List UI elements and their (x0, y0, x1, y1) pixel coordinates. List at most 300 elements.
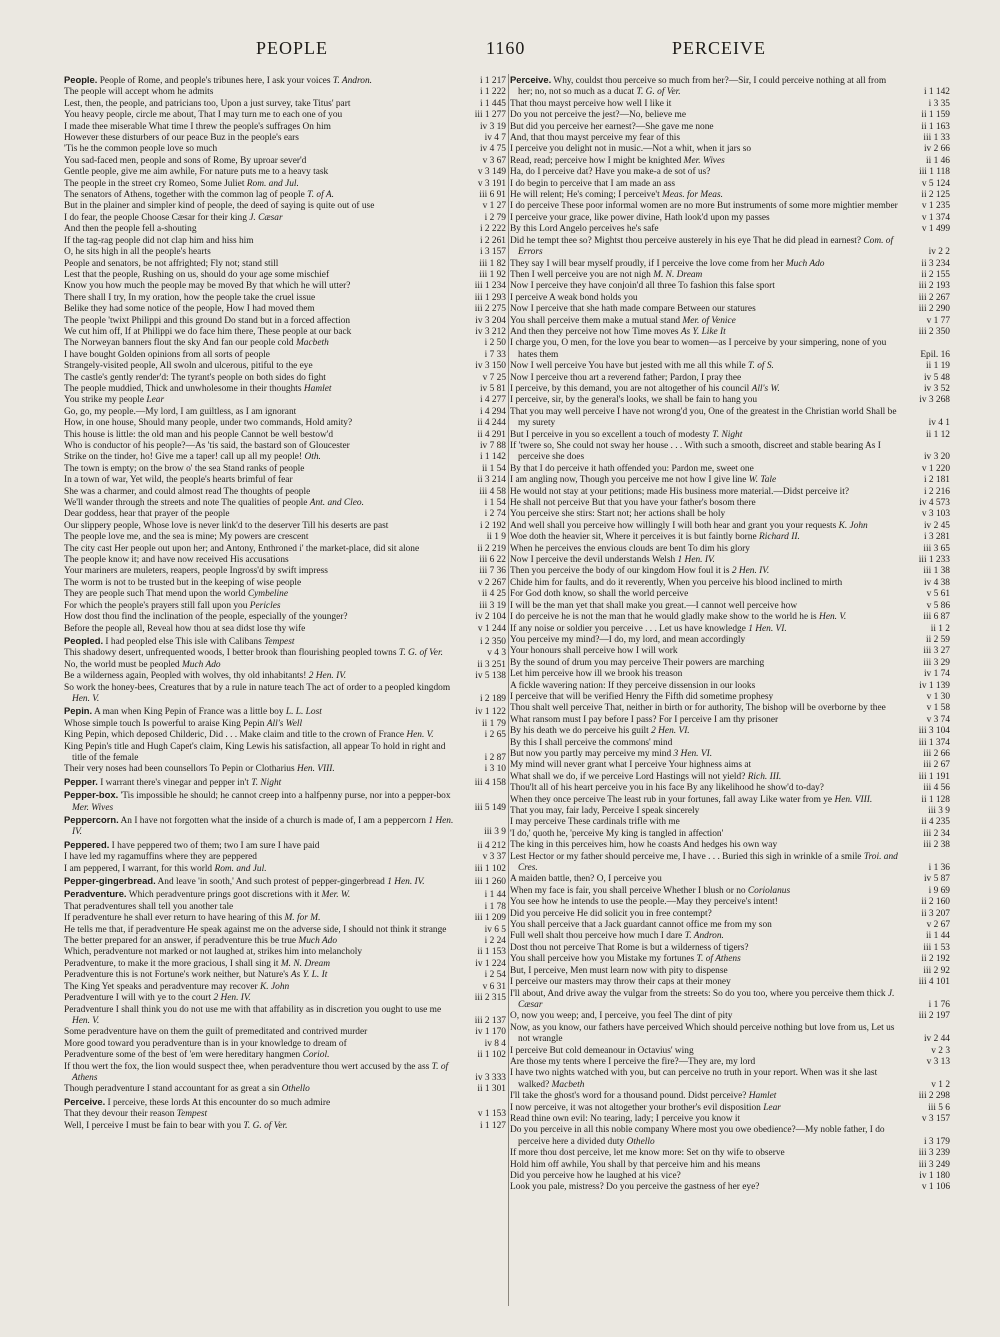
entry-play-title: T. Night (251, 777, 282, 788)
entry-reference: ii 1 44 (926, 931, 950, 942)
entry-quotation: I had peopled else This isle with Calibans (105, 636, 262, 647)
entry-reference: iv 3 19 (479, 121, 506, 132)
concordance-entry (510, 989, 950, 1012)
entry-reference: iii 2 66 (923, 748, 950, 759)
entry-play-title: T. of A. (307, 190, 334, 201)
entry-play-title: K. John (260, 981, 290, 992)
concordance-entry (510, 430, 950, 441)
concordance-entry (510, 122, 950, 133)
right-column (510, 74, 950, 1194)
entry-reference: iv 3 52 (923, 383, 950, 394)
entry-play-title: Tempest (176, 1109, 208, 1120)
entry-quotation: But did you perceive her earnest?—She gave me none (510, 121, 714, 132)
entry-quotation: Thou shalt well perceive That, neither in birth or for authority, The bishop will be overborne by thee (510, 703, 886, 714)
entry-reference: iv 4 1 (928, 418, 950, 429)
entry-reference: iv 1 224 (475, 958, 506, 969)
entry-quotation: Now I well perceive You have but jested with me all this while (510, 361, 746, 372)
entry-quotation: Are those my tents where I perceive the fire?—They are, my lord (510, 1056, 756, 1067)
entry-quotation: They say I will bear myself proudly, if I perceive the love come from her (510, 258, 784, 269)
concordance-entry (510, 144, 950, 155)
concordance-entry (64, 179, 506, 190)
entry-reference: iii 5 149 (474, 802, 506, 813)
entry-quotation: But now you partly may perceive my mind (510, 748, 672, 759)
concordance-entry (64, 122, 506, 133)
concordance-entry (64, 350, 506, 361)
concordance-entry (510, 190, 950, 201)
entry-quotation: O, now you weep; and, I perceive, you feel The dint of pity (510, 1011, 733, 1022)
entry-quotation: They are people such That mend upon the world (64, 589, 246, 600)
entry-reference: iv 2 2 (928, 247, 950, 258)
entry-quotation: The people muddied, Thick and unwholesome in their thoughts (64, 383, 302, 394)
entry-play-title: Othello (281, 1084, 310, 1095)
entry-play-title: L. L. Lost (285, 707, 322, 718)
entry-reference: v 1 2 (931, 1079, 950, 1090)
entry-quotation: Gentle people, give me aim awhile, For nature puts me to a heavy task (64, 167, 329, 178)
entry-quotation: I perceive, these lords At this encounter do so much admire (107, 1097, 331, 1108)
concordance-entry (64, 418, 506, 429)
entry-reference: v 2 267 (477, 577, 506, 588)
entry-headword: Pepper. (64, 775, 98, 787)
entry-quotation: Read thine own evil: No tearing, lady; I perceive you know it (510, 1113, 741, 1124)
entry-quotation: I charge you, O men, for the love you bear to women—as I perceive by your simpering, none of you hates them (510, 338, 887, 360)
entry-reference: iii 1 38 (923, 566, 950, 577)
entry-quotation: For God doth know, so shall the world perceive (510, 589, 689, 600)
concordance-entry (64, 498, 506, 509)
entry-quotation: This house is little: the old man and his people Cannot be well bestow'd (64, 429, 334, 440)
concordance-entry (64, 475, 506, 486)
concordance-entry (64, 110, 506, 121)
entry-reference: i 1 44 (484, 890, 506, 901)
entry-quotation: Why, couldst thou perceive so much from her?—Sir, I could perceive nothing at all from her; no, not so much as a ducat (518, 76, 887, 98)
concordance-entry (510, 304, 950, 315)
concordance-entry (510, 407, 950, 430)
entry-reference: ii 3 214 (477, 475, 506, 486)
entry-play-title: Much Ado (785, 258, 825, 269)
entry-quotation: 'Tis he the common people love so much (64, 144, 218, 155)
entry-play-title: T. of S. (747, 361, 774, 372)
entry-quotation: More good toward you peradventure than is in your knowledge to dream of (64, 1038, 347, 1049)
concordance-entry (510, 840, 950, 851)
entry-quotation: Peradventure, to make it the more gracious, I shall sing it (64, 958, 279, 969)
entry-reference: i 2 74 (484, 509, 506, 520)
entry-quotation: Woe doth the heavier sit, Where it perceives it is but faintly borne (510, 532, 757, 543)
entry-quotation: But, I perceive, Men must learn now with pity to dispense (510, 965, 728, 976)
entry-play-title: T. G. of Ver. (398, 648, 443, 659)
concordance-entry (510, 852, 950, 875)
entry-play-title: As Y. Like It (680, 326, 726, 337)
entry-quotation: Be a wilderness again, Peopled with wolves, thy old inhabitants! (64, 671, 307, 682)
entry-reference: iii 2 290 (918, 304, 950, 315)
entry-reference: iv 2 66 (923, 144, 950, 155)
entry-quotation: If more thou dost perceive, let me know more: Set on thy wife to observe (510, 1148, 785, 1159)
entry-reference: v 6 31 (482, 981, 506, 992)
entry-reference: ii 4 212 (477, 840, 506, 851)
entry-quotation: The Norweyan banners flout the sky And fan our people cold (64, 338, 294, 349)
concordance-entry (510, 635, 950, 646)
concordance-entry (64, 304, 506, 315)
entry-quotation: The king in this perceives him, how he coasts And hedges his own way (510, 840, 778, 851)
concordance-entry (510, 179, 950, 190)
concordance-entry (64, 776, 506, 789)
concordance-entry (64, 521, 506, 532)
entry-reference: v 4 3 (487, 648, 506, 659)
concordance-entry (510, 795, 950, 806)
concordance-entry (64, 509, 506, 520)
entry-reference: i 2 65 (484, 730, 506, 741)
concordance-entry (64, 1005, 506, 1028)
entry-quotation: The people 'twixt Philippi and this ground Do stand but in a forced affection (64, 315, 351, 326)
concordance-entry (64, 624, 506, 635)
entry-quotation: Then you perceive the body of our kingdom How foul it is (510, 566, 730, 577)
entry-play-title: 2 Hen. VI. (651, 726, 690, 737)
entry-reference: i 3 281 (923, 532, 950, 543)
entry-quotation: Well, I perceive I must be fain to bear with you (64, 1120, 242, 1131)
entry-quotation: I perceive our masters may throw their caps at their money (510, 977, 731, 988)
entry-quotation: Our slippery people, Whose love is never link'd to the deserver Till his deserts are past (64, 520, 389, 531)
concordance-entry (64, 224, 506, 235)
concordance-entry (64, 1096, 506, 1109)
entry-headword: Peppercorn. (64, 814, 119, 825)
entry-reference: iii 2 137 (474, 1015, 506, 1026)
entry-quotation: Did he tempt thee so? Mightst thou perceive austerely in his eye That he did plead in earnest? (510, 235, 862, 246)
entry-reference: ii 1 54 (482, 463, 506, 474)
entry-quotation: Whose simple touch Is powerful to araise King Pepin (64, 718, 265, 729)
concordance-entry (64, 213, 506, 224)
concordance-entry (510, 110, 950, 121)
entry-quotation: I perceive you delight not in music.—Not a whit, when it jars so (510, 144, 752, 155)
entry-reference: ii 4 235 (921, 817, 950, 828)
entry-quotation: Dear goddess, hear that prayer of the people (64, 509, 230, 520)
concordance-entry (510, 1125, 950, 1148)
entry-quotation: The people love me, and the sea is mine; My powers are crescent (64, 532, 309, 543)
entry-play-title: Mer. Wives (683, 155, 725, 166)
entry-quotation: Strike on the tinder, ho! Give me a taper! call up all my people! (64, 452, 303, 463)
entry-quotation: You perceive my mind?—I do, my lord, and mean accordingly (510, 634, 746, 645)
concordance-entry (64, 936, 506, 947)
entry-reference: ii 2 192 (921, 954, 950, 965)
entry-quotation: King Pepin's title and Hugh Capet's claim, King Lewis his satisfaction, all appear To hold in right and title of the female (64, 741, 446, 763)
concordance-entry (510, 1182, 950, 1193)
entry-reference: i 2 189 (479, 693, 506, 704)
entry-reference: iii 5 6 (928, 1102, 950, 1113)
concordance-entry (64, 1039, 506, 1050)
entry-reference: v 1 58 (926, 703, 950, 714)
concordance-entry (510, 293, 950, 304)
concordance-entry (510, 373, 950, 384)
entry-reference: v 1 235 (921, 201, 950, 212)
entry-quotation: Before the people all, Reveal how thou at sea didst lose thy wife (64, 623, 306, 634)
concordance-entry (510, 281, 950, 292)
entry-reference: v 3 13 (926, 1056, 950, 1067)
concordance-entry (510, 384, 950, 395)
entry-quotation: Read, read; perceive how I might be knighted (510, 155, 682, 166)
entry-reference: iii 7 36 (479, 566, 506, 577)
concordance-entry (64, 74, 506, 87)
entry-quotation: Now I perceive that she hath made compare Between our statures (510, 304, 756, 315)
entry-quotation: Peradventure I shall think you do not use me with that affability as in discretion you ought to use me (64, 1004, 442, 1015)
concordance-entry (510, 395, 950, 406)
entry-reference: i 1 222 (479, 87, 506, 98)
concordance-entry (64, 133, 506, 144)
entry-headword: Pepper-gingerbread. (64, 875, 156, 887)
entry-headword: Perceive. (64, 1095, 106, 1107)
entry-play-title: Troi. and Cres. (518, 851, 898, 874)
entry-play-title: M. for M. (284, 913, 321, 924)
entry-reference: iii 4 58 (479, 486, 506, 497)
concordance-entry (510, 167, 950, 178)
entry-quotation: 'I do,' quoth he, 'perceive My king is tangled in affection' (510, 828, 724, 839)
entry-quotation: How, in one house, Should many people, under two commands, Hold amity? (64, 418, 353, 429)
entry-reference: v 3 157 (921, 1113, 950, 1124)
entry-quotation: How dost thou find the inclination of the people, especially of the younger? (64, 612, 348, 623)
entry-quotation: People of Rome, and people's tribunes here, I ask your voices (99, 76, 331, 86)
entry-quotation: The better prepared for an answer, if peradventure this be true (64, 936, 297, 947)
entry-play-title: Much Ado (181, 659, 221, 670)
entry-reference: i 4 277 (479, 395, 506, 406)
entry-quotation: Strangely-visited people, All swoln and ulcerous, pitiful to the eye (64, 361, 313, 372)
entry-quotation: Now I perceive thou art a reverend father; Pardon, I pray thee (510, 372, 742, 383)
entry-reference: ii 1 102 (477, 1050, 506, 1061)
concordance-entry (510, 966, 950, 977)
entry-reference: iv 7 88 (479, 441, 506, 451)
concordance-entry (510, 464, 950, 475)
entry-play-title: 1 Hen. VI. (748, 623, 787, 634)
entry-quotation: Did you perceive how he laughed at his vice? (510, 1171, 681, 1181)
entry-quotation: Let him perceive how ill we brook his treason (510, 669, 683, 680)
concordance-entry (64, 293, 506, 304)
entry-quotation: And then they perceive not how Time moves (510, 326, 679, 337)
entry-play-title: Rom. and Jul. (214, 863, 267, 874)
concordance-entry (510, 829, 950, 840)
concordance-entry (510, 74, 950, 99)
entry-headword: Pepin. (64, 705, 93, 717)
entry-reference: ii 2 59 (926, 634, 950, 645)
entry-quotation: Now, as you know, our fathers have perceived Which should perceive nothing but love from us, Let us not wrangle (510, 1022, 895, 1045)
entry-reference: iv 3 150 (475, 361, 506, 372)
concordance-entry (64, 270, 506, 281)
entry-play-title: M. N. Dream (280, 958, 331, 969)
entry-quotation: I perceive, sir, by the general's looks, we shall be fain to hang you (510, 395, 758, 406)
concordance-entry (510, 909, 950, 920)
concordance-entry (510, 99, 950, 110)
entry-quotation: If thou wert the fox, the lion would suspect thee, when peradventure thou wert accused by the ass (64, 1061, 430, 1072)
concordance-entry (64, 1084, 506, 1095)
entry-reference: iii 6 87 (923, 612, 950, 623)
entry-quotation: But in the plainer and simpler kind of people, the deed of saying is quite out of use (64, 201, 375, 212)
entry-quotation: When they once perceive The least rub in your fortunes, fall away Like water from ye (510, 794, 833, 805)
entry-play-title: T. G. of Ver. (636, 87, 681, 98)
entry-reference: v 3 37 (482, 852, 506, 863)
concordance-entry (510, 954, 950, 965)
concordance-entry (64, 875, 506, 888)
entry-reference: iii 1 260 (474, 877, 506, 888)
entry-quotation: I have peppered two of them; two I am sure I have paid (111, 840, 320, 851)
concordance-entry (64, 259, 506, 270)
entry-quotation: Lest Hector or my father should perceive me, I have . . . Buried this sigh in wrinkle of a smile (510, 851, 862, 862)
concordance-entry (64, 1109, 506, 1120)
entry-reference: iv 1 170 (475, 1027, 506, 1038)
entry-play-title: Tempest (264, 636, 295, 647)
entry-quotation: A maiden battle, then? O, I perceive you (510, 874, 662, 885)
concordance-entry (64, 789, 506, 814)
entry-reference: i 3 157 (479, 247, 506, 258)
entry-quotation: Did you perceive He did solicit you in free contempt? (510, 908, 712, 919)
entry-quotation: My mind will never grant what I perceive Your highness aims at (510, 760, 752, 771)
entry-quotation: Lest that the people, Rushing on us, should do your age some mischief (64, 269, 330, 280)
concordance-entry (64, 281, 506, 292)
entry-quotation: You see how he intends to use the people.—May they perceive's intent! (510, 897, 778, 908)
entry-quotation: And leave 'in sooth,' And such protest of pepper-gingerbread (157, 877, 385, 888)
entry-quotation: If peradventure he shall ever return to have hearing of this (64, 913, 283, 924)
concordance-entry (64, 441, 506, 452)
concordance-entry (64, 589, 506, 600)
concordance-entry (64, 327, 506, 338)
concordance-entry (64, 888, 506, 901)
entry-quotation: In a town of war, Yet wild, the people's hearts brimful of fear (64, 475, 293, 486)
concordance-entry (510, 316, 950, 327)
entry-reference: iv 4 38 (923, 577, 950, 588)
entry-quotation: When my face is fair, you shall perceive Whether I blush or no (510, 885, 746, 896)
entry-quotation: Dost thou not perceive That Rome is but a wilderness of tigers? (510, 942, 749, 953)
entry-play-title: All's Well (266, 718, 303, 729)
concordance-entry (64, 814, 506, 839)
entry-play-title: T. G. of Ver. (243, 1120, 288, 1131)
entry-reference: i 7 33 (484, 349, 506, 360)
concordance-entry (64, 660, 506, 671)
entry-quotation: By the sound of drum you may perceive Their powers are marching (510, 657, 765, 668)
entry-quotation: I warrant there's vinegar and pepper in't (100, 777, 249, 788)
concordance-entry (510, 1171, 950, 1182)
concordance-entry (510, 1114, 950, 1125)
entry-play-title: Othello (626, 1136, 655, 1147)
concordance-entry (510, 703, 950, 714)
concordance-entry (510, 133, 950, 144)
entry-reference: iii 2 298 (918, 1091, 950, 1102)
entry-quotation: Peradventure this is not Fortune's work neither, but Nature's (64, 970, 289, 981)
concordance-entry (510, 1160, 950, 1171)
entry-reference: i 2 54 (484, 970, 506, 981)
entry-reference: iv 3 268 (919, 395, 950, 406)
entry-quotation: Then I well perceive you are not nigh (510, 269, 651, 280)
concordance-entry (510, 749, 950, 760)
entry-quotation: That you may, fair lady, Perceive I speak sincerely (510, 806, 700, 816)
entry-quotation: You shall perceive them make a mutual stand (510, 315, 681, 326)
concordance-entry (64, 338, 506, 349)
entry-play-title: T. Andron. (332, 76, 372, 86)
entry-quotation: I'll about, And drive away the vulgar from the streets: So do you too, where you perceive them thick (510, 988, 886, 999)
concordance-entry (510, 624, 950, 635)
entry-reference: iii 3 9 (484, 827, 506, 838)
entry-reference: v 3 67 (482, 155, 506, 166)
entry-reference: v 5 61 (926, 589, 950, 600)
entry-quotation: Their very noses had been counsellors To Pepin or Clotharius (64, 764, 295, 775)
entry-reference: v 1 220 (921, 463, 950, 474)
entry-reference: i 2 216 (923, 486, 950, 497)
concordance-entry (510, 931, 950, 942)
entry-headword: People. (64, 74, 98, 85)
entry-play-title: Lear (146, 395, 165, 406)
entry-reference: iii 3 9 (928, 806, 950, 816)
entry-reference: ii 1 128 (921, 794, 950, 805)
entry-reference: iv 4 573 (919, 498, 950, 509)
concordance-entry (510, 270, 950, 281)
entry-quotation: I made thee miserable What time I threw the people's suffrages On him (64, 121, 331, 132)
entry-play-title: T. Night (712, 429, 743, 440)
entry-quotation: The city cast Her people out upon her; and Antony, Enthroned i' the market-place, did sit alone (64, 543, 420, 554)
concordance-entry (64, 247, 506, 258)
entry-play-title: Coriol. (302, 1050, 330, 1061)
concordance-entry (64, 742, 506, 765)
entry-quotation: Your honours shall perceive how I will work (510, 646, 678, 657)
concordance-entry (510, 874, 950, 885)
entry-reference: ii 1 301 (477, 1084, 506, 1095)
entry-quotation: That peradventures shall tell you another tale (64, 901, 234, 912)
concordance-entry (64, 839, 506, 852)
entry-reference: iv 1 180 (919, 1171, 950, 1181)
entry-reference: ii 1 79 (482, 718, 506, 729)
concordance-entry (510, 760, 950, 771)
entry-reference: iii 4 158 (474, 777, 506, 788)
entry-quotation: We'll wander through the streets and note The qualities of people (64, 498, 308, 509)
entry-play-title: 1 Hen. IV. (677, 555, 715, 566)
entry-reference: iii 1 33 (923, 133, 950, 144)
entry-quotation: He would not stay at your petitions; made His business more material.—Didst perceive it? (510, 486, 849, 497)
concordance-entry (64, 395, 506, 406)
entry-reference: Epil. 16 (920, 349, 950, 360)
entry-play-title: T. of Athens (72, 1061, 449, 1083)
entry-quotation: A man when King Pepin of France was a little boy (93, 707, 284, 718)
entry-reference: i 2 181 (923, 475, 950, 486)
entry-reference: v 1 106 (921, 1182, 950, 1193)
concordance-entry (64, 993, 506, 1004)
entry-quotation: Full well shalt thou perceive how much I dare (510, 931, 683, 942)
page-number: 1160 (486, 38, 526, 58)
concordance-entry (510, 236, 950, 259)
concordance-entry (510, 977, 950, 988)
concordance-entry (64, 1050, 506, 1061)
entry-reference: iv 2 45 (923, 520, 950, 531)
entry-reference: ii 4 291 (477, 429, 506, 440)
concordance-entry (510, 1103, 950, 1114)
entry-reference: ii 3 251 (477, 659, 506, 670)
entry-play-title: 2 Hen. IV. (731, 566, 770, 577)
concordance-entry (510, 1057, 950, 1068)
entry-reference: i 1 445 (479, 98, 506, 109)
entry-reference: ii 1 2 (930, 623, 950, 634)
entry-play-title: Lear (763, 1102, 781, 1113)
entry-reference: i 9 69 (928, 885, 950, 896)
entry-reference: i 2 24 (484, 936, 506, 947)
concordance-entry (510, 338, 950, 361)
concordance-entry (64, 925, 506, 936)
entry-quotation: I have led my ragamuffins where they are peppered (64, 852, 257, 863)
entry-play-title: As Y. L. It (290, 970, 328, 981)
entry-quotation: Which, peradventure not marked or not laughed at, strikes him into melancholy (64, 947, 363, 958)
entry-reference: iii 2 197 (918, 1011, 950, 1022)
entry-play-title: 2 Hen. IV. (308, 671, 347, 682)
entry-quotation: You shall perceive that a Jack guardant cannot office me from my son (510, 920, 772, 931)
concordance-entry (64, 566, 506, 577)
concordance-entry (510, 224, 950, 235)
entry-reference: i 2 87 (484, 752, 506, 763)
concordance-entry (510, 578, 950, 589)
entry-quotation: Who is conductor of his people?—As 'tis said, the bastard son of Gloucester (64, 441, 350, 451)
concordance-entry (510, 544, 950, 555)
entry-reference: v 1 374 (921, 212, 950, 223)
entry-reference: iii 1 234 (474, 281, 506, 292)
concordance-entry (510, 1023, 950, 1046)
entry-quotation: The town is empty; on the brow o' the sea Stand ranks of people (64, 463, 305, 474)
